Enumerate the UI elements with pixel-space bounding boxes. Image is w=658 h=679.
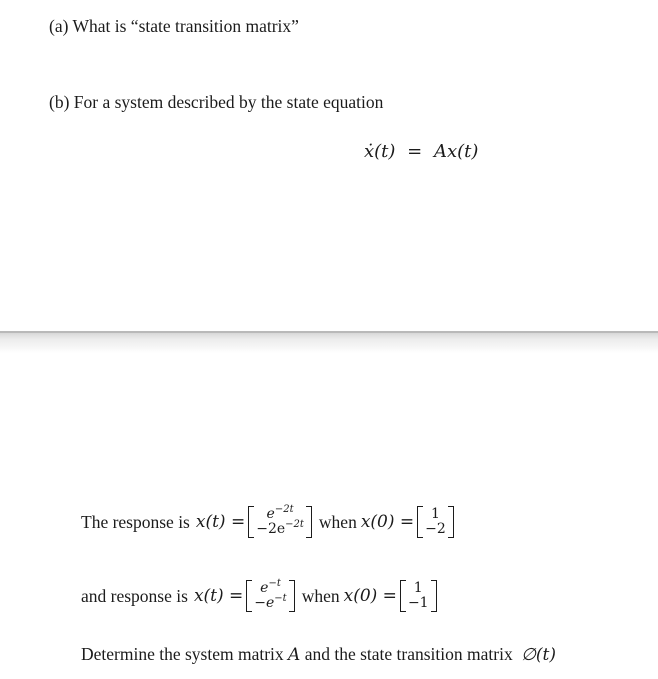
right-bracket [306, 506, 312, 538]
task-phi: ∅(t) [521, 645, 556, 665]
response-1 [81, 500, 457, 544]
task-middle: and the state transition matrix [304, 644, 513, 664]
response-1-ic-column [423, 506, 448, 538]
state-equation [364, 141, 478, 163]
response-1-ic-bottom: −2 [425, 521, 446, 537]
response-1-when: when [318, 512, 357, 532]
response-2-ic-column [406, 580, 431, 612]
response-1-ic-top: 1 [431, 506, 440, 522]
page-break-divider [0, 331, 658, 353]
response-2-ic-lhs: x(0) = [343, 586, 397, 606]
response-2-vector-bottom: $-e^{-t}$ [254, 593, 287, 611]
response-2-vector [246, 580, 294, 612]
response-2-ic-bottom: −1 [407, 595, 429, 611]
question-a-text: (a) What is “state transition matrix” [49, 16, 299, 36]
task-matrix-symbol: A [288, 645, 301, 665]
response-1-vector [248, 506, 312, 538]
response-1-vector-column [254, 506, 306, 538]
response-2-lhs: x(t) = [193, 586, 244, 606]
response-2-vector-top: $e^{-t}$ [260, 578, 281, 596]
response-1-ic-vector [417, 506, 454, 538]
response-1-ic-lhs: x(0) = [360, 512, 415, 532]
right-bracket [431, 580, 437, 612]
response-2 [81, 574, 440, 618]
task-text: Determine the system matrix [81, 644, 284, 664]
page-break-edge [0, 331, 658, 333]
question-b [49, 91, 383, 113]
response-2-ic-vector [400, 580, 437, 612]
state-equation-lhs: ẋ(t) [364, 141, 396, 162]
right-bracket [448, 506, 454, 538]
response-1-prefix: The response is [81, 512, 190, 532]
response-2-ic-top: 1 [413, 580, 423, 596]
state-equation-equals: = [407, 141, 423, 162]
task-statement [81, 643, 556, 666]
right-bracket [289, 580, 295, 612]
state-equation-rhs: Ax(t) [434, 141, 479, 162]
response-1-lhs: x(t) = [195, 512, 246, 532]
response-2-prefix: and response is [81, 586, 188, 606]
response-1-vector-top: $e^{-2t}$ [266, 504, 294, 522]
response-2-when: when [301, 586, 340, 606]
response-1-vector-bottom: $-2e^{-2t}$ [256, 519, 304, 537]
response-2-vector-column [252, 580, 288, 612]
question-b-text: (b) For a system described by the state equation [49, 92, 384, 112]
question-a [49, 15, 299, 37]
